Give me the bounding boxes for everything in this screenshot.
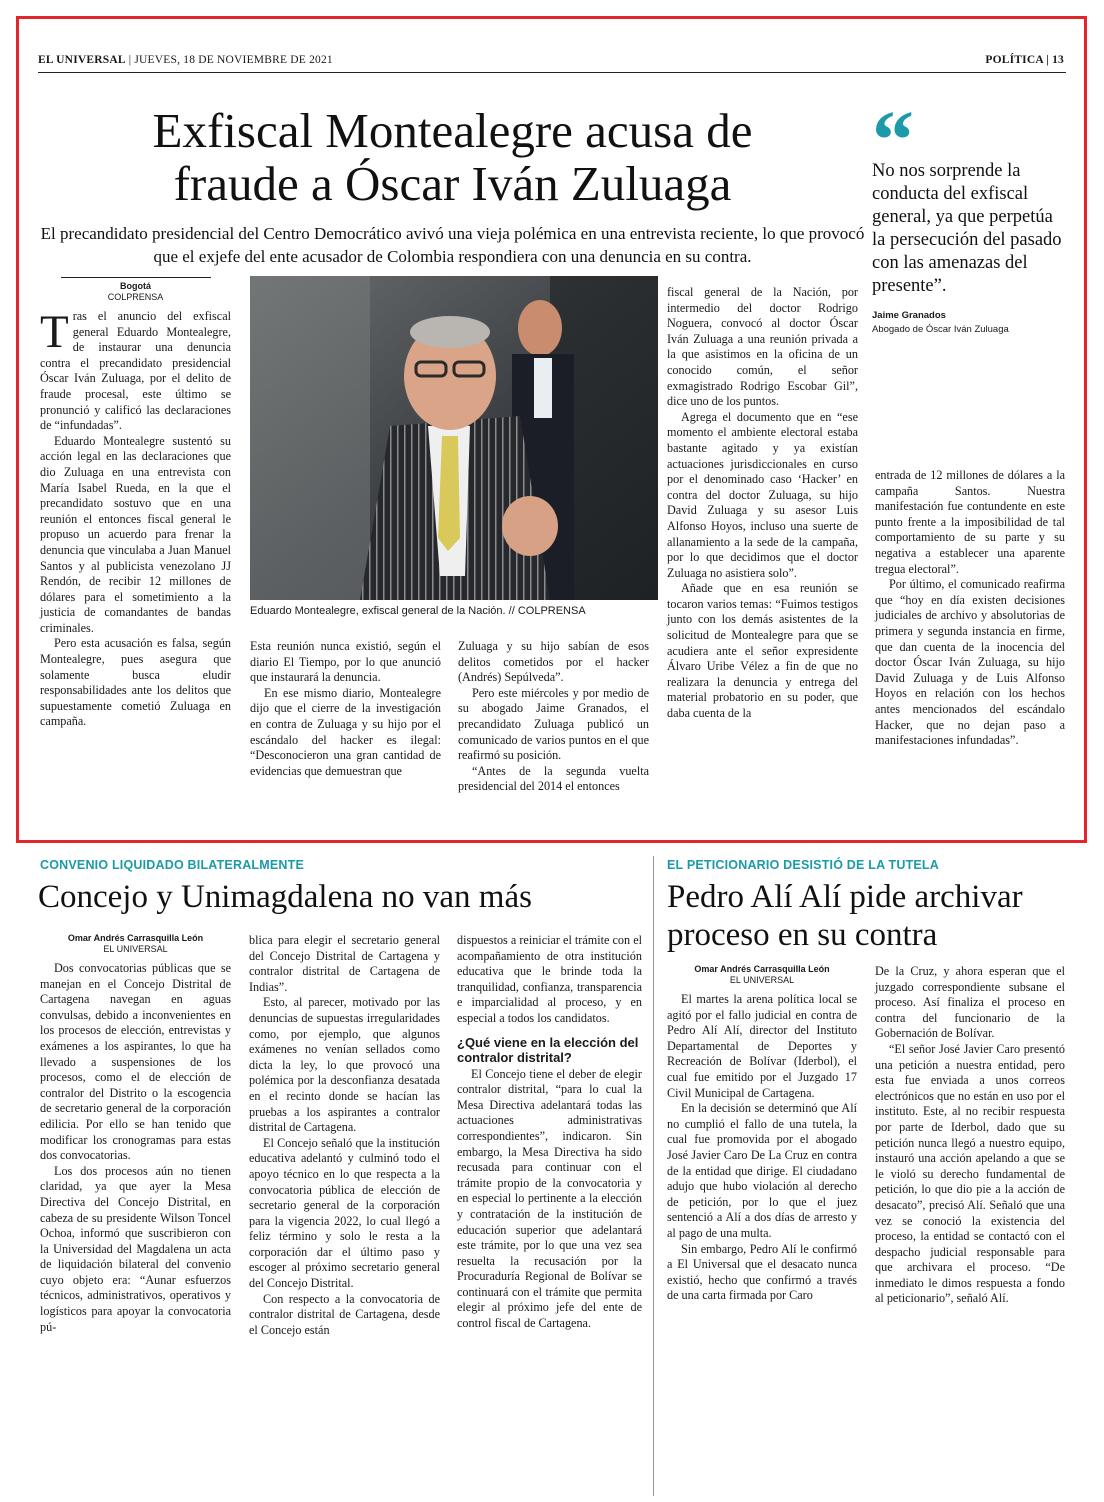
byline-agency: COLPRENSA — [107, 292, 164, 302]
main-headline — [40, 104, 865, 210]
paragraph: Esto, al parecer, motivado por las denuncias de supuestas irregularidades como, por ejemplo, que algunos exámenes no venían sellados como dicta la ley, lo que provocó una polémica por la desconfianza desatada en el recinto donde se hacían las pruebas a los aspirantes a contralor distrital de Cartagena. — [249, 995, 440, 1135]
byline — [40, 933, 231, 955]
photo-caption: Eduardo Montealegre, exfiscal general de la Nación. // COLPRENSA — [250, 605, 586, 617]
story-divider — [653, 856, 654, 1496]
paragraph: En la decisión se determinó que Alí no cumplió el fallo de una tutela, la cual fue promovida por el abogado José Javier Caro De La Cruz en contra de la entidad que dirige. El ciudadano adujo que hubo violación al derecho de petición, por lo que el juez sentenció a Alí a dos días de arresto y al pago de una multa. — [667, 1101, 857, 1240]
paragraph: Agrega el documento que en “ese momento el ambiente electoral estaba bastante agitado y ya existían actuaciones jurisdiccionales en curso por el denominado caso ‘Hacker’ en contra del doctor Zuluaga, su hijo David Zuluaga y su asesor Luis Alfonso Hoyos, incluso una suerte de allanamiento a la sede de la campaña, por lo que decidimos que el doctor Zuluaga no asistiera solo”. — [667, 409, 858, 580]
paragraph: Pero esta acusación es falsa, según Montealegre, pues asegura que solamente busca eludir responsabilidades ante los delitos que supuestamente cometió Zuluaga en campaña. — [40, 636, 231, 729]
paragraph: entrada de 12 millones de dólares a la campaña Santos. Nuestra manifestación fue contundente en este punto frente a la imposibilidad de tal comportamiento de su parte y su negativa a establecer una aparente tregua electoral”. — [875, 468, 1065, 576]
byline-name: Omar Andrés Carrasquilla León — [694, 964, 830, 974]
paragraph: Con respecto a la convocatoria de contralor distrital de Cartagena, desde el Concejo están — [249, 1291, 440, 1337]
main-col-3 — [458, 639, 649, 795]
story3-col-1 — [667, 964, 857, 1304]
story3-kicker: EL PETICIONARIO DESISTIÓ DE LA TUTELA — [667, 858, 939, 872]
paragraph: El Concejo tiene el deber de elegir contralor distrital, “para lo cual la Mesa Directiva adelantará todas las actuaciones administrativas correspondientes”, indicaron. Sin embargo, la Mesa Directiva ha sido recusada para continuar con el trámite propio de la convocatoria y en especial lo pertinente a la elección y contratación de la institución de educación superior que adelantará este trámite, por lo que una vez sea resuelta la recusación por la Procuraduría Regional de Bolívar se continuará con el trámite que permita elegir al próximo jefe del ente de control fiscal de Cartagena. — [457, 1066, 642, 1331]
headline-line-1: Exfiscal Montealegre acusa de — [152, 103, 753, 158]
main-col-4 — [667, 285, 858, 722]
paper-name: EL UNIVERSAL — [38, 54, 126, 66]
quote-mark-icon: “ — [872, 94, 908, 187]
quote-author: Jaime Granados — [872, 310, 946, 321]
headline-line-2: proceso en su contra — [667, 917, 938, 953]
quote-text: No nos sorprende la conducta del exfiscal general, ya que perpetúa la persecución del pasado con las amenazas del presente”. — [872, 161, 1062, 296]
drop-cap: T — [40, 306, 69, 358]
story2-col-1 — [40, 933, 231, 1335]
paragraph: Añade que en esa reunión se tocaron varios temas: “Fuimos testigos junto con los demás asistentes de la solicitud de Montealegre para que se acudiera ante el señor expresidente Álvaro Uribe Vélez a fin de que no realizara la denuncia y entrega del material probatorio en su poder, que daba cuenta de la — [667, 581, 858, 721]
byline-outlet: EL UNIVERSAL — [103, 944, 168, 954]
byline — [667, 964, 857, 986]
paragraph: El Concejo señaló que la institución educativa adelantó y culminó todo el apoyo técnico en lo que respecta a la convocatoria pública de elección de secretario general de la corporación para la vigencia 2022, lo cual llegó a feliz término y solo le resta a la corporación dar el último paso y escoger al próximo secretario general del Concejo Distrital. — [249, 1135, 440, 1291]
byline-rule — [61, 277, 211, 278]
paragraph: Tras el anuncio del exfiscal general Eduardo Montealegre, de instaurar una denuncia contra el precandidato presidencial Óscar Iván Zuluaga, por el delito de fraude procesal, este último se pronunció y calificó las declaraciones de “infundadas”. — [40, 306, 231, 433]
paragraph: Por último, el comunicado reafirma que “hoy en día existen decisiones judiciales de archivo y absolutorias de primera y segunda instancia en firme, que dan cuenta de la inocencia del doctor Óscar Iván Zuluaga, su hijo David Zuluaga y de Luis Alfonso Hoyos en relación con los hechos antes mencionados del escándalo Hacker, que no dejan paso a manifestaciones infundadas”. — [875, 577, 1065, 748]
paragraph: “El señor José Javier Caro presentó una petición a nuestra entidad, pero esta fue enviada a unos correos electrónicos que no están en uso por el instituto. Este, al no recibir respuesta por parte de Iderbol, dado que su petición nunca llegó a nuestro equipo, instauró una acción apelando a que se le violó su derecho fundamental de petición, lo que dio pie a la acción de desacato”, precisó Alí. Señaló que una vez se conoció la existencia del proceso, la entidad se contactó con el despacho judicial responsable para que archivara el proceso. “De inmediato le dimos respuesta a fondo al peticionario”, señaló Alí. — [875, 1041, 1065, 1306]
headline-line-1: Pedro Alí Alí pide archivar — [667, 879, 1023, 915]
deck: El precandidato presidencial del Centro Democrático avivó una vieja polémica en una entrevista reciente, lo que provocó que el exjefe del ente acusador de Colombia respondiera con una denuncia en su contra. — [40, 224, 865, 266]
photo-image — [250, 276, 658, 600]
paragraph: “Antes de la segunda vuelta presidencial del 2014 el entonces — [458, 763, 649, 794]
paragraph: fiscal general de la Nación, por intermedio del doctor Rodrigo Noguera, convocó al doctor Óscar Iván Zuluaga a una reunión privada a la que asistimos en la oficina de un conocido común, el señor exmagistrado Rodrigo Escobar Gil”, dice uno de los puntos. — [667, 285, 858, 409]
story3-headline — [667, 878, 1067, 954]
headline-line-2: fraude a Óscar Iván Zuluaga — [173, 156, 732, 211]
photo-eduardo-montealegre — [250, 276, 658, 600]
quote-author-role: Abogado de Óscar Iván Zuluaga — [872, 324, 1009, 335]
story2-col-3 — [457, 933, 642, 1332]
paragraph: De la Cruz, y ahora esperan que el juzgado correspondiente subsane el proceso. Así finaliza el proceso en contra del funcionario de la Gobernación de Bolívar. — [875, 964, 1065, 1041]
paragraph: Pero este miércoles y por medio de su abogado Jaime Granados, el precandidato Zuluaga publicó un comunicado de varios puntos en el que reafirmó su posición. — [458, 685, 649, 763]
paragraph: Eduardo Montealegre sustentó su acción legal en las declaraciones que dio Zuluaga en una entrevista con María Isabel Rueda, en la que el precandidato sostuvo que en una reunión el entonces fiscal general le propuso un acuerdo para frenar la denuncia que vinculaba a Juan Manuel Santos y al publicista venezolano JJ Rendón, de recibir 12 millones de dólares para el sometimiento a la justicia de comandantes de bandas criminales. — [40, 433, 231, 635]
paragraph: blica para elegir el secretario general del Concejo Distrital de Cartagena y contralor distrital de Cartagena de Indias”. — [249, 933, 440, 994]
page-header-left — [38, 54, 333, 66]
main-col-1 — [40, 277, 231, 730]
paragraph: dispuestos a reiniciar el trámite con el acompañamiento de otra institución educativa que le brinde toda la tranquilidad, confianza, transparencia e imparcialidad al proceso, y en especial a todos los candidatos. — [457, 933, 642, 1025]
story2-col-2 — [249, 933, 440, 1338]
paragraph: Esta reunión nunca existió, según el diario El Tiempo, por lo que anunció que instaurará la denuncia. — [250, 639, 441, 685]
story2-subhead: ¿Qué viene en la elección del contralor distrital? — [457, 1034, 639, 1065]
paragraph: Los dos procesos aún no tienen claridad, ya que ayer la Mesa Directiva del Concejo Distrital, en cabeza de su presidente Wilson Toncel Ochoa, informó que suscribieron con la Universidad del Magdalena un acta de liquidación bilateral del convenio cuyo objeto era: “Aunar esfuerzos técnicos, administrativos, operativos y logísticos para apoyar la convocatoria pú- — [40, 1163, 231, 1334]
issue-date: | JUEVES, 18 DE NOVIEMBRE DE 2021 — [128, 54, 333, 66]
story2-kicker: CONVENIO LIQUIDADO BILATERALMENTE — [40, 858, 305, 872]
byline — [40, 281, 231, 303]
story3-col-2 — [875, 964, 1065, 1307]
section-label: POLÍTICA | 13 — [985, 54, 1064, 66]
paragraph: Dos convocatorias públicas que se manejan en el Concejo Distrital de Cartagena navegan en aguas convulsas, debido a inconvenientes en los procesos de elección, entrevistas y exámenes a los aspirantes, lo que ha llevado a suspensiones de los procesos, como el de elección de contralor del Distrito o la escogencia de secretario general de la corporación edilicia. Por ello se han tenido que modificar los cronogramas para estas dos convocatorias. — [40, 961, 231, 1163]
main-col-5 — [875, 468, 1065, 749]
pull-quote — [872, 94, 1064, 335]
paragraph: Sin embargo, Pedro Alí le confirmó a El Universal que el desacato nunca existió, hecho que confirmó a través de una carta firmada por Caro — [667, 1241, 857, 1303]
story2-headline: Concejo y Unimagdalena no van más — [38, 879, 532, 915]
byline-place: Bogotá — [120, 281, 151, 291]
header-rule — [38, 72, 1066, 73]
main-col-2 — [250, 639, 441, 779]
paragraph: El martes la arena política local se agitó por el fallo judicial en contra de Pedro Alí Alí, director del Instituto Departamental de Deportes y Recreación de Bolívar (Iderbol), el cual fue emitido por el Juzgado 17 Civil Municipal de Cartagena. — [667, 992, 857, 1100]
paragraph: Zuluaga y su hijo sabían de esos delitos cometidos por el hacker (Andrés) Sepúlveda”. — [458, 639, 649, 685]
paragraph: En ese mismo diario, Montealegre dijo que el cierre de la investigación en contra de Zuluaga y su hijo por el escándalo del hacker es ilegal: “Desconocieron una gran cantidad de evidencias que demuestran que — [250, 685, 441, 778]
byline-name: Omar Andrés Carrasquilla León — [67, 933, 204, 943]
byline-outlet: EL UNIVERSAL — [729, 975, 795, 985]
